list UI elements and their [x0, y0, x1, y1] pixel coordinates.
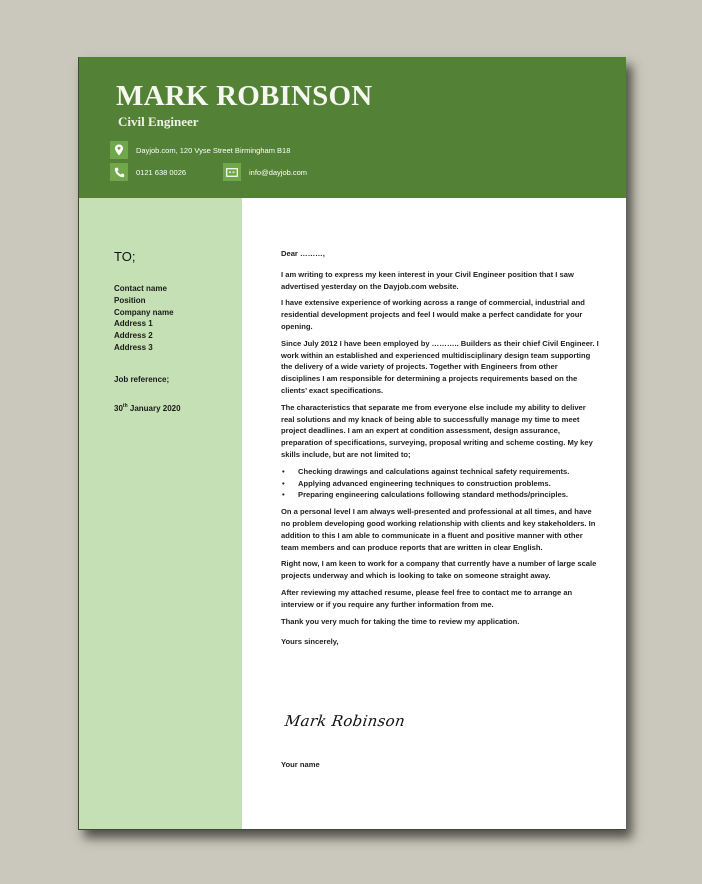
contact-email	[223, 163, 307, 181]
to-label: TO;	[114, 249, 136, 264]
recipient-address-2: Address 2	[114, 331, 153, 341]
paragraph-personal: On a personal level I am always well-presented and professional at all times, and have no problem developing good working relationship with clients and key stakeholders. In addition to this I am able to communicate in a fluent and positive manner with other team members and can produce reports that are written in clear English.	[281, 507, 596, 552]
phone-text: 0121 638 0026	[136, 167, 187, 177]
header-banner	[79, 57, 626, 198]
greeting: Dear ………,	[281, 249, 325, 258]
bullet-icon: •	[282, 466, 285, 476]
applicant-role: Civil Engineer	[118, 114, 199, 129]
list-item	[281, 466, 599, 478]
signature: Mark Robinson	[283, 712, 407, 730]
your-name: Your name	[281, 760, 320, 769]
date-suffix: th	[122, 403, 128, 409]
paragraph-characteristics: The characteristics that separate me from everyone else include my ability to deliver real solutions and my knack of being able to successfully manage my time to meet project deadlines. I am an expert at condition assessment, design assurance, preparation of specifications, surveying, proposal writing and scheme costing. My key skills include, but are not limited to;	[281, 402, 593, 459]
address-text: Dayjob.com, 120 Vyse Street Birmingham B18	[136, 145, 291, 155]
recipient-company-name: Company name	[114, 307, 174, 317]
bullet-icon: •	[282, 490, 285, 500]
recipient-sidebar	[79, 198, 242, 829]
email-icon	[223, 163, 241, 181]
skills-list	[281, 466, 599, 501]
date-month-year: January 2020	[127, 404, 181, 413]
job-reference: Job reference;	[114, 375, 170, 384]
contact-phone	[110, 163, 186, 181]
paragraph-thanks: Thank you very much for taking the time to review my application.	[281, 616, 520, 626]
closing: Yours sincerely,	[281, 637, 339, 647]
letter-date	[114, 404, 181, 413]
date-day: 30	[114, 404, 123, 413]
skill-text: Preparing engineering calculations following standard methods/principles.	[298, 490, 569, 500]
list-item	[281, 489, 599, 501]
letter-body	[281, 248, 599, 653]
paragraph-employment: Since July 2012 I have been employed by ……….. Builders as their chief Civil Engineer. I work within an established and experienced multidisciplinary design team supporting the delivery of a wide variety of projects. Together with Engineers from other disciplines I am responsible for determining a projects requirements based on the clients’ exact specifications.	[281, 338, 599, 395]
cover-letter-page	[78, 57, 626, 830]
bullet-icon: •	[282, 478, 285, 488]
paragraph-contact: After reviewing my attached resume, please feel free to contact me to arrange an interview or if you require any further information from me.	[281, 587, 573, 609]
recipient-position: Position	[114, 295, 146, 305]
recipient-block	[114, 283, 174, 354]
map-pin-icon	[110, 141, 128, 159]
skill-text: Checking drawings and calculations against technical safety requirements.	[298, 466, 570, 476]
phone-icon	[110, 163, 128, 181]
paragraph-right-now: Right now, I am keen to work for a company that currently have a number of large scale projects underway and which is looking to take on someone straight away.	[281, 559, 597, 581]
list-item	[281, 478, 599, 490]
recipient-address-3: Address 3	[114, 342, 153, 352]
recipient-address-1: Address 1	[114, 319, 153, 329]
paragraph-intro: I am writing to express my keen interest in your Civil Engineer position that I saw advertised yesterday on the Dayjob.com website.	[281, 269, 574, 291]
recipient-contact-name: Contact name	[114, 284, 167, 293]
contact-address	[110, 141, 290, 159]
email-text: info@dayjob.com	[249, 167, 308, 177]
skill-text: Applying advanced engineering techniques to construction problems.	[298, 478, 551, 488]
paragraph-experience: I have extensive experience of working across a range of commercial, industrial and residential development projects and feel I would make a perfect candidate for your opening.	[281, 298, 585, 331]
applicant-name: MARK ROBINSON	[116, 80, 373, 112]
